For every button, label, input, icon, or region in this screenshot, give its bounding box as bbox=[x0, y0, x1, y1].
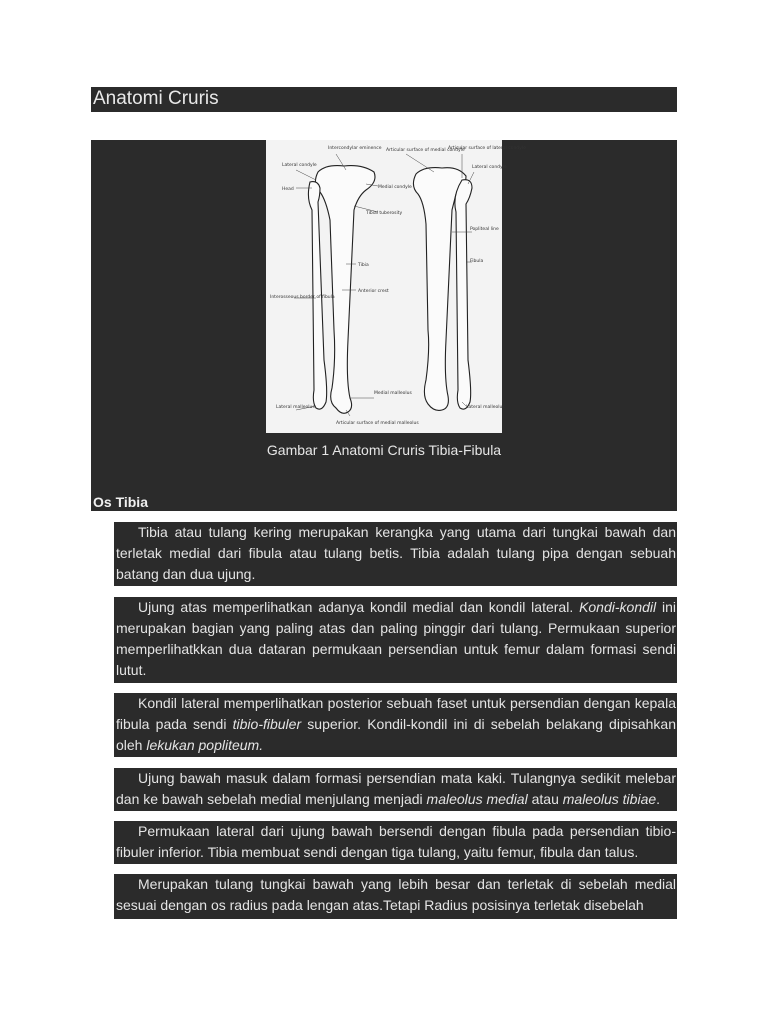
paragraph bbox=[114, 597, 677, 683]
italic-term: maleolus tibiae bbox=[562, 791, 657, 807]
section-heading-os-tibia: Os Tibia bbox=[93, 494, 148, 510]
paragraph-text: Permukaan lateral dari ujung bawah bersendi dengan fibula pada persendian tibio-fibuler inferior. Tibia membuat sendi dengan tiga tulang, yaitu femur, fibula dan talus. bbox=[116, 823, 676, 860]
paragraph-text: superior. Kondil-kondil ini di sebelah belakang dipisahkan oleh bbox=[116, 716, 676, 753]
label-lateral-condyle-left: Lateral condyle bbox=[282, 163, 317, 168]
paragraph-text: Ujung bawah masuk dalam formasi persendian mata kaki. Tulangnya sedikit melebar dan ke bawah sebelah medial menjulang menjadi bbox=[116, 770, 676, 807]
label-medial-condyle: Medial condyle bbox=[378, 185, 412, 190]
label-artic-lateral: Articular surface of lateral condyle bbox=[448, 146, 526, 151]
italic-term: Kondi-kondil bbox=[579, 599, 657, 615]
label-lateral-malleolus-right: Lateral malleolus bbox=[466, 405, 505, 410]
label-tibia: Tibia bbox=[358, 263, 369, 268]
label-intercondylar: Intercondylar eminence bbox=[328, 146, 382, 151]
paragraph-text: atau bbox=[527, 791, 563, 807]
label-fibula: Fibula bbox=[470, 259, 484, 264]
paragraph bbox=[114, 693, 677, 757]
italic-term: tibio-fibuler bbox=[232, 716, 302, 732]
figure-block bbox=[91, 140, 677, 511]
label-artic-med-malleolus: Articular surface of medial malleolus bbox=[336, 421, 419, 426]
label-lateral-malleolus-left: Lateral malleolus bbox=[276, 405, 315, 410]
italic-term: maleolus medial bbox=[426, 791, 528, 807]
label-head: Head bbox=[282, 187, 294, 192]
paragraph bbox=[114, 522, 677, 586]
bone-diagram bbox=[266, 140, 526, 433]
label-tibial-tuberosity: Tibial tuberosity bbox=[366, 211, 403, 216]
label-medial-malleolus: Medial malleolus bbox=[374, 391, 412, 396]
label-artic-medial: Articular surface of medial condyle bbox=[386, 148, 465, 153]
page-title: Anatomi Cruris bbox=[91, 87, 677, 112]
figure-caption: Gambar 1 Anatomi Cruris Tibia-Fibula bbox=[266, 442, 502, 458]
paragraph bbox=[114, 821, 677, 864]
paragraph-text: Kondil lateral memperlihatkan posterior sebuah faset untuk persendian dengan kepala fibula pada sendi bbox=[116, 695, 676, 732]
paragraph-text: ini merupakan bagian yang paling atas dan paling pinggir dari tulang. Permukaan superior memperlihatkkan dua dataran permukaan persendian untuk femur dalam formasi sendi lutut. bbox=[116, 599, 676, 678]
paragraph-text: Merupakan tulang tungkai bawah yang lebih besar dan terletak di sebelah medial sesuai dengan os radius pada lengan atas.Tetapi Radius posisinya terletak disebelah bbox=[116, 876, 676, 913]
paragraph-text: . bbox=[656, 791, 661, 807]
label-interosseous: Interosseous border of fibula bbox=[270, 295, 335, 300]
label-anterior-crest: Anterior crest bbox=[358, 289, 389, 294]
paragraph bbox=[114, 768, 677, 811]
label-popliteal-line: Popliteal line bbox=[470, 227, 499, 232]
tibia-fibula-illustration bbox=[266, 140, 526, 433]
label-lateral-condyle-right: Lateral condyle bbox=[472, 165, 507, 170]
paragraph-text: Tibia atau tulang kering merupakan kerangka yang utama dari tungkai bawah dan terletak medial dari fibula atau tulang betis. Tibia adalah tulang pipa dengan sebuah batang dan dua ujung. bbox=[116, 524, 676, 582]
paragraph bbox=[114, 874, 677, 919]
italic-term: lekukan popliteum. bbox=[146, 737, 264, 753]
paragraph-text: Ujung atas memperlihatkan adanya kondil medial dan kondil lateral. bbox=[138, 599, 580, 615]
